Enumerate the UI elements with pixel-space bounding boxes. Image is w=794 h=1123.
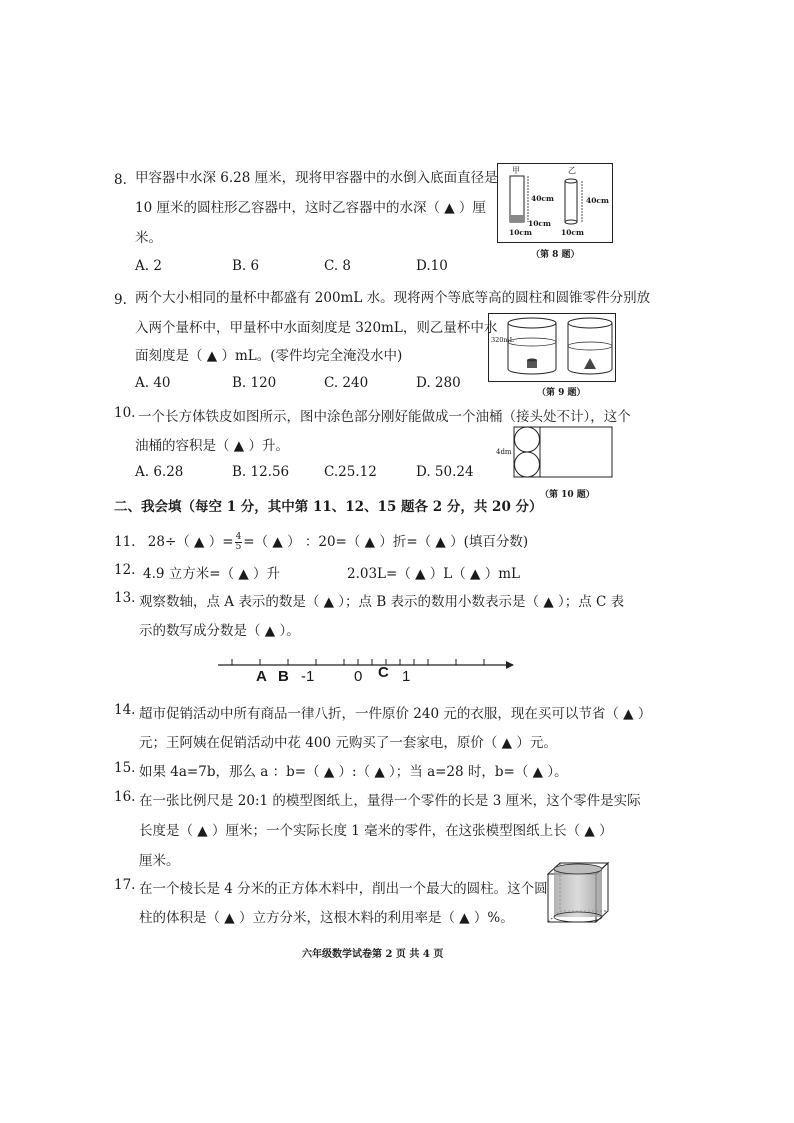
- q10-number: 10.: [114, 405, 136, 421]
- q11-number: 11.: [114, 534, 136, 550]
- q11-fraction-numerator: 4: [235, 532, 242, 542]
- q12-part-1: 4.9 立方米=（ ▲ ）升: [143, 566, 281, 582]
- q10-option-d: D. 50.24: [416, 464, 474, 480]
- q11-fraction: [235, 533, 243, 552]
- q15-line-1: 如果 4a=7b，那么 a ：b=（ ▲ ）:（ ▲ ）；当 a=28 时，b=（ ▲ ）。: [139, 764, 568, 780]
- q17-line-2: 柱的体积是（ ▲ ）立方分米，这根木料的利用率是（ ▲ ）%。: [139, 910, 514, 926]
- numberline-label-1: 1: [402, 668, 411, 685]
- q11-post: =（ ▲ ） ：20=（ ▲ ）折=（ ▲ ）(填百分数): [243, 534, 529, 550]
- q8-number: 8.: [114, 172, 127, 188]
- q15-number: 15.: [114, 760, 136, 776]
- q16-line-3: 厘米。: [139, 853, 180, 869]
- q8-line-2: 10 厘米的圆柱形乙容器中，这时乙容器中的水深（ ▲ ）厘: [135, 200, 486, 216]
- q10-line-2: 油桶的容积是（ ▲ ）升。: [135, 438, 289, 454]
- q8-line-3: 米。: [135, 230, 162, 246]
- q10-option-c: C.25.12: [324, 464, 377, 480]
- q10-line-1: 一个长方体铁皮如图所示，图中涂色部分刚好能做成一个油桶（接头处不计），这个: [138, 409, 631, 425]
- q14-line-2: 元；王阿姨在促销活动中花 400 元购买了一套家电，原价（ ▲ ）元。: [139, 735, 557, 751]
- q8-option-c: C. 8: [324, 258, 352, 274]
- q8-caption: （第 8 题）: [531, 250, 580, 260]
- q14-number: 14.: [114, 702, 136, 718]
- numberline-label-0: 0: [354, 668, 363, 685]
- q8-fig-base-a: 10cm: [528, 219, 551, 228]
- q8-option-d: D.10: [416, 258, 448, 274]
- q16-number: 16.: [114, 789, 136, 805]
- page-footer: 六年级数学试卷第 2 页 共 4 页: [302, 949, 444, 960]
- q9-caption: （第 9 题）: [537, 388, 586, 398]
- section-2-title: 二、我会填（每空 1 分，其中第 11、12、15 题各 2 分，共 20 分）: [114, 499, 543, 515]
- q17-cube-cylinder-figure: [544, 860, 610, 926]
- q8-option-b: B. 6: [232, 258, 260, 274]
- q8-option-a: A. 2: [135, 258, 162, 274]
- q17-number: 17.: [114, 877, 136, 893]
- q9-option-a: A. 40: [135, 375, 171, 391]
- q9-option-b: B. 120: [232, 375, 277, 391]
- q9-option-c: C. 240: [324, 375, 369, 391]
- q12-number: 12.: [114, 562, 136, 578]
- q10-caption: （第 10 题）: [540, 490, 595, 500]
- q16-line-2: 长度是（ ▲ ）厘米；一个实际长度 1 毫米的零件，在这张模型图纸上长（ ▲ ）: [139, 823, 613, 839]
- q8-fig-label-a: 甲: [512, 166, 520, 175]
- q8-fig-height-a: 40cm: [531, 194, 554, 203]
- q8-fig-label-b: 乙: [568, 166, 576, 175]
- q9-line-1: 两个大小相同的量杯中都盛有 200mL 水。现将两个等底等高的圆柱和圆锥零件分别放: [135, 290, 651, 306]
- q13-number: 13.: [114, 590, 136, 606]
- q8-fig-height-b: 40cm: [586, 196, 609, 205]
- q17-line-1: 在一个棱长是 4 分米的正方体木料中，削出一个最大的圆柱。这个圆: [139, 881, 548, 897]
- q16-line-1: 在一张比例尺是 20:1 的模型图纸上，量得一个零件的长是 3 厘米，这个零件是实际: [139, 793, 641, 809]
- q11-pre: 28÷（ ▲ ）=: [147, 534, 234, 550]
- q9-option-d: D. 280: [416, 375, 461, 391]
- numberline-label-minus-1: -1: [301, 668, 315, 685]
- q8-figure: [497, 163, 613, 243]
- q13-line-2: 示的数写成分数是（ ▲ ）。: [139, 623, 300, 639]
- q14-line-1: 超市促销活动中所有商品一律八折，一件原价 240 元的衣服，现在买可以节省（ ▲ ）: [139, 706, 652, 722]
- numberline-label-a: A: [256, 668, 267, 685]
- q9-number: 9.: [114, 292, 127, 308]
- q10-fig-side: 4dm: [496, 448, 512, 456]
- q10-option-a: A. 6.28: [135, 464, 184, 480]
- q9-figure: [488, 313, 616, 382]
- q8-fig-base-c: 10cm: [561, 228, 584, 237]
- q10-figure: [492, 424, 616, 480]
- q9-line-3: 面刻度是（ ▲ ）mL。(零件均完全淹没水中): [135, 348, 403, 364]
- numberline-label-c: C: [378, 664, 389, 681]
- q9-line-2: 入两个量杯中，甲量杯中水面刻度是 320mL，则乙量杯中水: [135, 320, 498, 336]
- q9-fig-mark: 320mL: [491, 336, 514, 344]
- numberline-label-b: B: [278, 668, 289, 685]
- q11-fraction-denominator: 5: [235, 542, 242, 552]
- q8-fig-base-b: 10cm: [509, 228, 532, 237]
- q8-line-1: 甲容器中水深 6.28 厘米，现将甲容器中的水倒入底面直径是: [135, 170, 498, 186]
- q10-option-b: B. 12.56: [232, 464, 290, 480]
- q11: [114, 530, 528, 552]
- q13-number-line: [218, 654, 518, 684]
- q13-line-1: 观察数轴，点 A 表示的数是（ ▲ ）；点 B 表示的数用小数表示是（ ▲ ）；点 C 表: [139, 594, 625, 610]
- q12-part-2: 2.03L=（ ▲ ）L（ ▲ ）mL: [347, 566, 520, 582]
